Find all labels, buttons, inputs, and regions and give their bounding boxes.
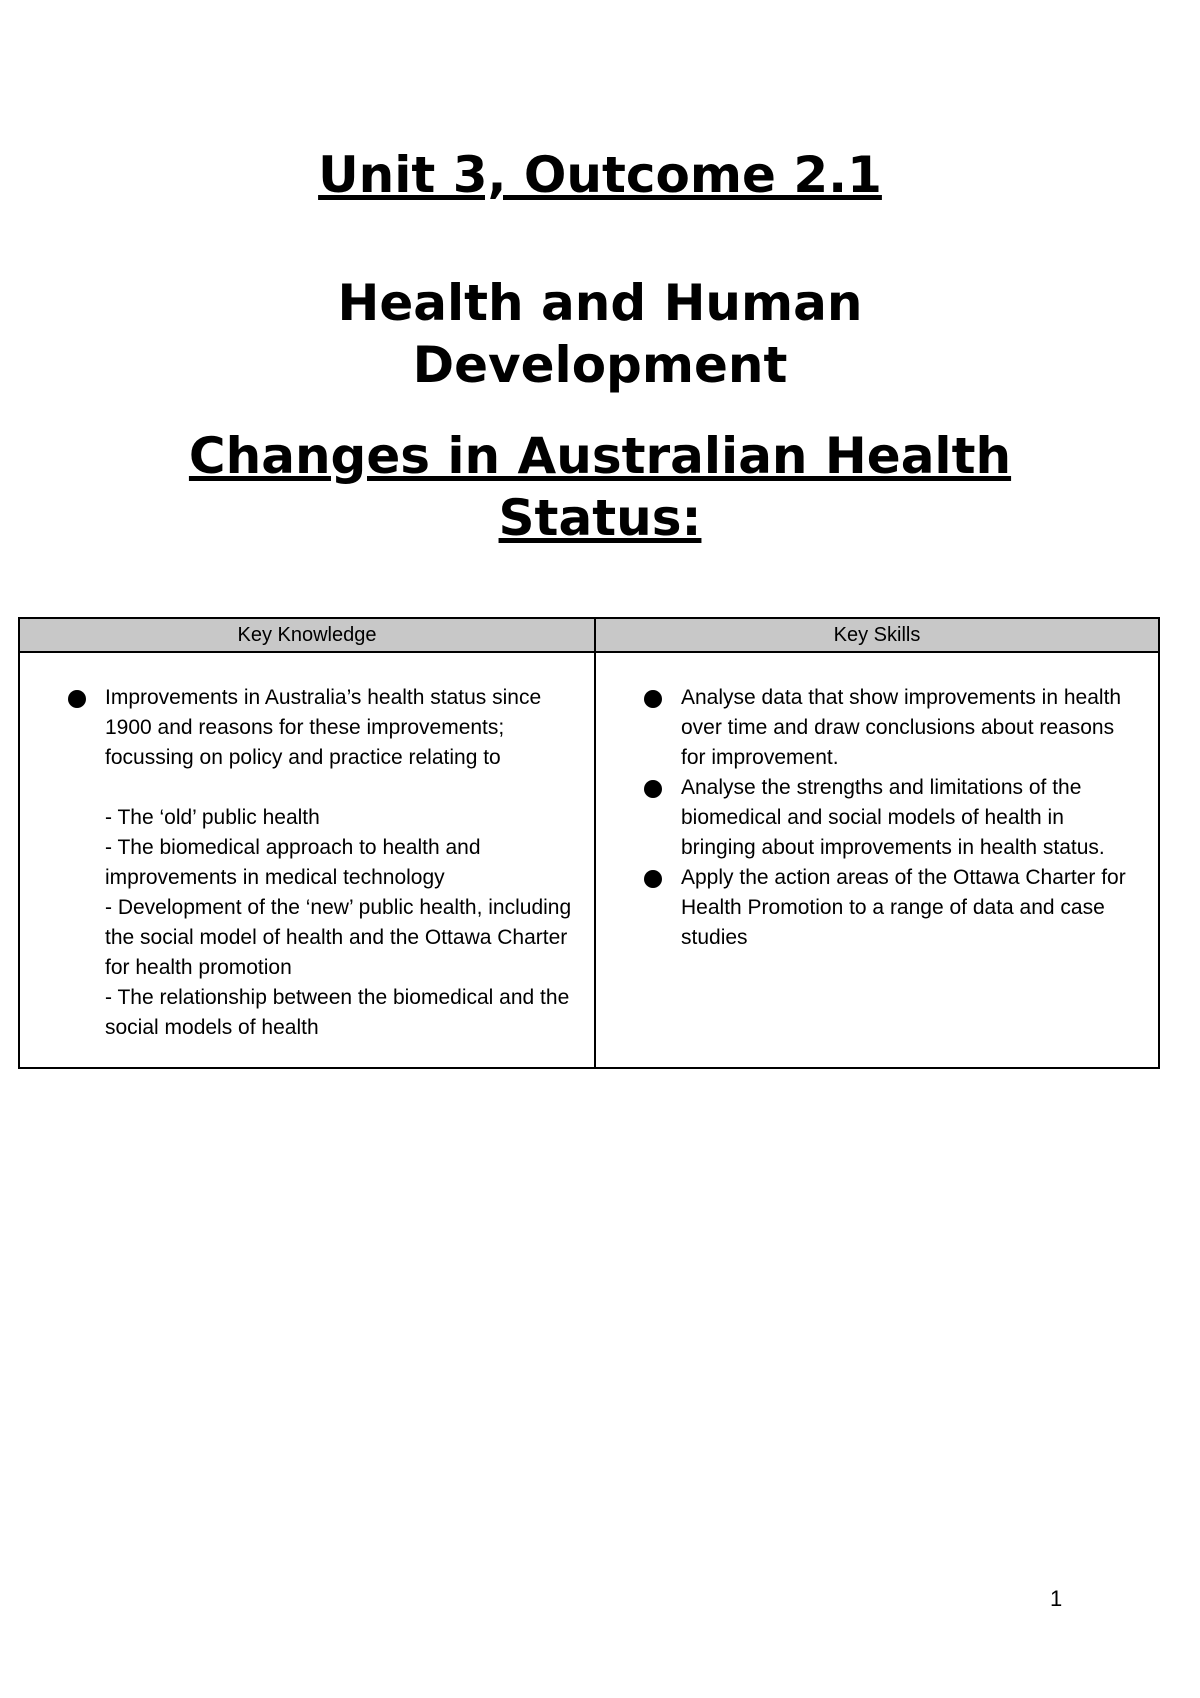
topic-heading-line-1: Changes in Australian Health	[188, 427, 1012, 485]
topic-heading	[0, 425, 1200, 549]
list-item	[596, 773, 1158, 863]
subject-heading	[0, 272, 1200, 396]
bullet-icon	[68, 690, 86, 708]
page-number: 1	[1050, 1586, 1063, 1611]
list-item	[20, 683, 594, 773]
subject-heading-line-1: Health and Human	[337, 274, 863, 332]
topic-heading-line-2: Status:	[498, 489, 702, 547]
key-skill-text: Analyse data that show improvements in health over time and draw conclusions about reasons for improvement.	[681, 686, 1122, 769]
subject-heading-line-2: Development	[412, 336, 788, 394]
key-skills-cell	[596, 653, 1158, 953]
key-knowledge-point: - Development of the ‘new’ public health, including the social model of health and the Ottawa Charter for health promotion	[105, 896, 572, 979]
key-knowledge-point: - The biomedical approach to health and improvements in medical technology	[105, 836, 481, 889]
key-knowledge-list	[20, 683, 594, 773]
key-knowledge-point: - The ‘old’ public health	[105, 806, 320, 829]
key-knowledge-point: - The relationship between the biomedical and the social models of health	[105, 986, 570, 1039]
key-skill-text: Apply the action areas of the Ottawa Charter for Health Promotion to a range of data and case studies	[681, 866, 1126, 949]
key-skills-column	[596, 619, 1158, 1067]
key-skills-header: Key Skills	[596, 619, 1158, 653]
list-item	[596, 863, 1158, 953]
key-skill-text: Analyse the strengths and limitations of the biomedical and social models of health in bringing about improvements in health status.	[681, 776, 1105, 859]
key-skills-list	[596, 683, 1158, 953]
bullet-icon	[644, 870, 662, 888]
bullet-icon	[644, 780, 662, 798]
key-knowledge-column	[20, 619, 596, 1067]
list-item	[596, 683, 1158, 773]
key-knowledge-header: Key Knowledge	[20, 619, 594, 653]
unit-outcome-heading: Unit 3, Outcome 2.1	[318, 146, 882, 204]
key-knowledge-intro: Improvements in Australia’s health status since 1900 and reasons for these improvements; focussing on policy and practice relating to	[105, 686, 542, 769]
bullet-icon	[644, 690, 662, 708]
key-knowledge-skills-table	[18, 617, 1160, 1069]
key-knowledge-cell	[20, 653, 594, 1043]
